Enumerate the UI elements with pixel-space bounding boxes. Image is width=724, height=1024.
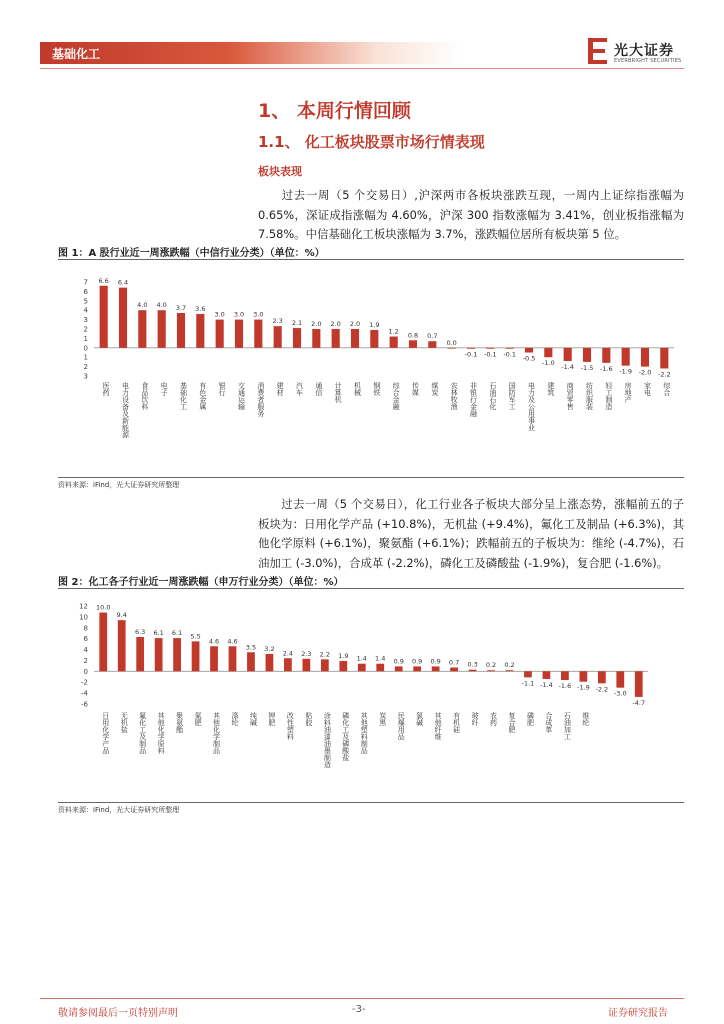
data-label: 2.2 — [319, 650, 331, 659]
bar — [506, 348, 514, 349]
data-label: 4.0 — [137, 301, 148, 310]
bar — [155, 638, 163, 671]
x-tick-label: 基础化工 — [179, 382, 188, 410]
x-tick-label: 维纶 — [581, 712, 590, 726]
bar — [525, 348, 533, 353]
bar — [358, 664, 366, 672]
data-label: -1.9 — [619, 367, 633, 376]
x-tick-label: 煤炭 — [430, 382, 439, 396]
bar — [641, 348, 649, 367]
x-tick-label: 传媒 — [411, 382, 420, 396]
bar — [543, 671, 551, 679]
bar — [99, 613, 107, 672]
data-label: 0.2 — [485, 661, 497, 670]
x-tick-label: 电力及公用事业 — [527, 382, 536, 431]
bar — [351, 329, 359, 348]
bar — [321, 659, 329, 671]
bar — [119, 288, 127, 348]
x-tick-label: 农药 — [489, 712, 498, 726]
bar — [293, 328, 301, 348]
x-tick-label: 其他化学原料 — [157, 712, 166, 754]
x-tick-label: 复合肥 — [508, 712, 516, 733]
paragraph-text: 过去一周（5 个交易日）,沪深两市各板块涨跌互现，一周内上证综指涨幅为 0.65%，深证成指涨幅为 4.60%，沪深 300 指数涨幅为 3.41%，创业板指涨幅为 7.58%。中信基础化工板块涨幅为 3.7%，涨跌幅位居所有板块第 5 位。 — [258, 188, 684, 242]
figure1-top-rule — [58, 259, 684, 260]
bar — [118, 620, 126, 671]
x-tick-label: 石油石化 — [488, 382, 497, 410]
topic-heading: 板块表现 — [258, 165, 302, 178]
bar — [413, 666, 421, 671]
bar — [339, 661, 347, 671]
figure2-source: 资料来源：iFind，光大证券研究所整理 — [58, 806, 180, 814]
x-tick-label: 非银行金融 — [469, 382, 478, 417]
x-tick-label: 有机硅 — [452, 712, 461, 733]
data-label: -0.1 — [464, 350, 478, 359]
data-label: -1.1 — [521, 679, 535, 688]
bar — [274, 326, 282, 348]
y-tick-label: 0 — [83, 667, 88, 676]
data-label: 10.0 — [95, 603, 111, 612]
section-tag: 基础化工 — [52, 47, 101, 61]
header-band — [40, 42, 460, 64]
data-label: -1.6 — [599, 364, 613, 373]
data-label: -1.0 — [541, 359, 555, 368]
data-label: 0.9 — [411, 657, 423, 666]
data-label: 2.0 — [349, 320, 361, 328]
data-label: -1.4 — [540, 680, 553, 689]
x-tick-label: 国防军工 — [508, 382, 517, 410]
bar — [100, 286, 108, 348]
footer-divider — [40, 998, 684, 999]
x-tick-label: 炭黑 — [378, 712, 387, 726]
x-tick-label: 磷肥 — [526, 712, 535, 726]
data-label: -1.5 — [580, 363, 594, 372]
x-tick-label: 通信 — [314, 382, 323, 396]
bar — [138, 310, 146, 348]
data-label: 1.4 — [375, 654, 386, 663]
data-label: 3.0 — [233, 310, 245, 319]
x-tick-label: 日用化学产品 — [101, 712, 110, 754]
y-tick-label: 8 — [83, 624, 88, 633]
data-label: 0.7 — [427, 332, 438, 341]
x-tick-label: 涤纶 — [231, 712, 239, 726]
bar — [583, 348, 591, 362]
paragraph-text: 过去一周（5 个交易日），化工行业各子板块大部分呈上涨态势，涨幅前五的子板块为：日用化学产品 (+10.8%)，无机盐 (+9.4%)，氟化工及制品 (+6.3%)，其他化学原料 (+6.1%)，聚氨酯 (+6.1%)；跌幅前五的子板块为：维纶 (-4.7%)，石油加工 (-3.0%)，合成革 (-2.2%)，磷化工及磷酸盐 (-1.9%)，复合肥 (-1.6%)。 — [258, 497, 684, 570]
data-label: 2.3 — [272, 317, 283, 326]
y-tick-label: 4 — [83, 306, 88, 315]
y-tick-label: 2 — [83, 325, 88, 334]
logo-icon — [588, 38, 608, 64]
x-tick-label: 氮肥 — [194, 712, 203, 726]
bar — [432, 666, 440, 671]
subsection-heading: 1.1、 化工板块股票市场行情表现 — [258, 133, 485, 151]
bar — [210, 646, 218, 671]
x-tick-label: 银行 — [218, 382, 227, 396]
data-label: -2.0 — [638, 368, 652, 377]
x-tick-label: 食品饮料 — [140, 382, 149, 410]
x-tick-label: 其他纤维 — [434, 712, 443, 740]
data-label: 3.2 — [264, 644, 275, 653]
data-label: 0.0 — [446, 338, 457, 347]
y-tick-label: 1 — [83, 353, 88, 362]
y-tick-label: 0 — [83, 344, 88, 353]
data-label: 0.3 — [467, 660, 478, 669]
bar — [622, 348, 630, 366]
company-logo — [588, 38, 698, 68]
page-number: -3- — [352, 1004, 366, 1015]
bar — [173, 638, 181, 671]
y-tick-label: -2 — [81, 678, 88, 687]
bar — [196, 314, 204, 348]
bar — [136, 637, 144, 671]
data-label: 2.1 — [291, 319, 303, 328]
bar — [177, 313, 185, 348]
paragraph-subsector-review — [258, 495, 684, 573]
figure2-bottom-rule — [58, 802, 684, 803]
bar — [598, 671, 606, 683]
y-tick-label: 2 — [83, 656, 88, 665]
data-label: -0.5 — [522, 354, 536, 363]
x-tick-label: 改性塑料 — [286, 712, 295, 740]
bar — [602, 348, 610, 363]
footer-disclaimer: 敬请参阅最后一页特别声明 — [58, 1008, 178, 1019]
data-label: 2.0 — [311, 320, 322, 328]
data-label: -1.6 — [558, 682, 572, 691]
bar — [390, 337, 398, 348]
x-tick-label: 涂料油漆油墨制造 — [323, 712, 332, 768]
y-tick-label: 1 — [83, 334, 88, 343]
data-label: 5.5 — [190, 632, 201, 641]
bar — [524, 671, 532, 677]
data-label: -3.0 — [613, 689, 627, 698]
x-tick-label: 综合金融 — [392, 382, 401, 410]
data-label: -4.7 — [632, 698, 646, 707]
x-tick-label: 计算机 — [334, 382, 343, 403]
data-label: 3.0 — [253, 310, 264, 319]
data-label: -2.2 — [595, 685, 609, 694]
data-label: 2.3 — [301, 649, 312, 658]
bar — [216, 320, 224, 348]
y-tick-label: 6 — [83, 287, 88, 296]
bar — [229, 646, 237, 671]
bar — [395, 666, 403, 671]
y-tick-label: 10 — [79, 613, 88, 622]
bar — [284, 658, 292, 671]
data-label: 4.6 — [208, 637, 220, 646]
data-label: 0.9 — [393, 657, 404, 666]
x-tick-label: 钢铁 — [372, 382, 381, 396]
y-tick-label: 3 — [83, 372, 88, 381]
data-label: 4.6 — [227, 637, 238, 646]
x-tick-label: 农林牧渔 — [450, 382, 459, 410]
x-tick-label: 纯碱 — [249, 712, 258, 726]
bar — [409, 340, 417, 348]
data-label: 0.9 — [430, 657, 441, 666]
data-label: 0.7 — [448, 658, 460, 667]
figure1-title: 图 1：A 股行业近一周涨跌幅（中信行业分类）（单位：%） — [58, 248, 325, 259]
chart-chemical-subsector-returns — [58, 592, 684, 800]
y-tick-label: 6 — [83, 635, 88, 644]
data-label: 6.1 — [171, 629, 183, 638]
y-tick-label: 12 — [79, 602, 88, 611]
bar — [235, 320, 243, 348]
x-tick-label: 房地产 — [624, 382, 633, 403]
x-tick-label: 电子 — [160, 382, 169, 396]
x-tick-label: 粘胶 — [304, 712, 313, 726]
bar — [544, 348, 552, 357]
bar — [332, 329, 340, 348]
data-label: 2.0 — [330, 320, 341, 328]
y-tick-label: -4 — [81, 689, 88, 698]
x-tick-label: 其他塑料制品 — [360, 712, 369, 754]
bar — [616, 671, 624, 687]
x-tick-label: 综合 — [662, 382, 671, 396]
x-tick-label: 轻工制造 — [604, 382, 613, 410]
x-tick-label: 无机盐 — [120, 712, 129, 733]
bar — [506, 670, 514, 671]
y-tick-label: 3 — [83, 316, 88, 325]
x-tick-label: 石油加工 — [563, 712, 572, 740]
x-tick-label: 消费者服务 — [256, 382, 265, 417]
bar — [448, 348, 456, 349]
x-tick-label: 玻纤 — [471, 712, 480, 726]
paragraph-market-review — [258, 186, 684, 245]
x-tick-label: 汽车 — [295, 382, 304, 396]
data-label: 2.4 — [282, 649, 294, 658]
y-tick-label: 5 — [83, 297, 88, 306]
x-tick-label: 氟化工及制品 — [138, 712, 147, 754]
bar — [370, 330, 378, 348]
data-label: 3.7 — [175, 304, 187, 313]
bar — [635, 671, 643, 697]
bar — [266, 654, 274, 671]
x-tick-label: 磷化工及磷酸盐 — [341, 712, 350, 761]
x-tick-label: 机械 — [353, 382, 362, 396]
bar — [467, 348, 475, 349]
bar — [247, 652, 255, 671]
data-label: -1.9 — [577, 683, 590, 692]
x-tick-label: 商贸零售 — [566, 382, 575, 410]
data-label: -0.1 — [503, 350, 517, 359]
bar — [158, 310, 166, 348]
data-label: 4.0 — [156, 301, 167, 310]
bar — [428, 341, 436, 348]
data-label: 6.3 — [134, 628, 146, 637]
data-label: 0.8 — [407, 331, 419, 340]
section-heading: 1、 本周行情回顾 — [258, 100, 411, 122]
bar — [561, 671, 569, 680]
figure2-title: 图 2：化工各子行业近一周涨跌幅（申万行业分类）（单位：%） — [58, 577, 344, 588]
bar — [450, 668, 458, 672]
data-label: 1.9 — [369, 320, 380, 329]
data-label: -0.1 — [483, 350, 497, 359]
logo-english: EVERBRIGHT SECURITIES — [614, 58, 682, 64]
y-tick-label: 7 — [83, 278, 88, 287]
footer-report-type: 证券研究报告 — [608, 1008, 668, 1019]
header-divider — [40, 68, 684, 69]
data-label: -2.2 — [657, 370, 671, 379]
bar — [312, 329, 320, 348]
x-tick-label: 建材 — [276, 382, 285, 396]
data-label: 6.6 — [98, 276, 109, 285]
data-label: 1.4 — [356, 654, 367, 663]
y-tick-label: 2 — [83, 363, 88, 372]
data-label: 3.6 — [195, 304, 206, 313]
x-tick-label: 电力设备及新能源 — [121, 382, 130, 438]
figure1-source: 资料来源：iFind，光大证券研究所整理 — [58, 481, 180, 489]
bar — [579, 671, 587, 681]
x-tick-label: 建筑 — [546, 382, 555, 396]
x-tick-label: 纺织服装 — [585, 382, 594, 410]
figure2-top-rule — [58, 588, 684, 589]
data-label: 9.4 — [116, 611, 127, 620]
x-tick-label: 家电 — [643, 382, 652, 396]
x-tick-label: 合成革 — [544, 712, 553, 733]
figure1-bottom-rule — [58, 477, 684, 478]
chart-industry-returns — [58, 262, 684, 476]
bar — [564, 348, 572, 361]
x-tick-label: 民爆用品 — [397, 712, 406, 740]
x-tick-label: 有色金属 — [198, 382, 207, 410]
x-tick-label: 氯碱 — [415, 712, 424, 726]
bar — [254, 320, 262, 348]
bar — [487, 670, 495, 671]
data-label: 3.5 — [245, 643, 257, 652]
data-label: -1.4 — [561, 362, 575, 371]
data-label: 0.2 — [504, 661, 515, 670]
data-label: 3.0 — [214, 310, 225, 319]
bar — [660, 348, 668, 369]
bar — [486, 348, 494, 349]
bar — [302, 659, 310, 672]
data-label: 6.4 — [117, 278, 129, 287]
y-tick-label: 4 — [83, 646, 88, 655]
y-tick-label: -6 — [81, 700, 88, 709]
x-tick-label: 医药 — [102, 382, 111, 396]
x-tick-label: 其他化学制品 — [212, 712, 221, 754]
x-tick-label: 钾肥 — [267, 712, 276, 726]
bar — [469, 670, 477, 672]
bar — [376, 664, 384, 672]
data-label: 1.9 — [338, 651, 349, 660]
x-tick-label: 聚氨酯 — [175, 712, 184, 733]
logo-name: 光大证券 — [614, 43, 674, 59]
x-tick-label: 交通运输 — [237, 382, 246, 410]
data-label: 6.1 — [153, 629, 164, 638]
bar — [192, 641, 200, 671]
data-label: 1.2 — [388, 327, 399, 336]
